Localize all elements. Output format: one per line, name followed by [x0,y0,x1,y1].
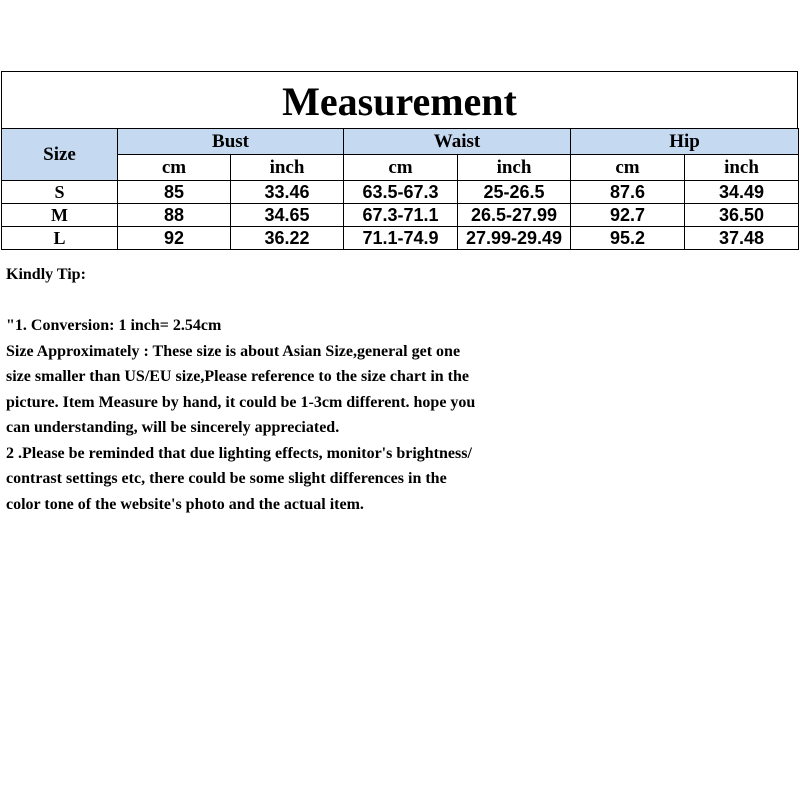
note-line: Size Approximately : These size is about Asian Size,general get one [6,342,461,360]
note-line: can understanding, will be sincerely appreciated. [6,419,340,436]
value-cell: 95.2 [571,227,685,250]
unit-header: cm [118,155,231,181]
note-line: size smaller than US/EU size,Please reference to the size chart in the [6,368,469,385]
size-chart [1,71,798,250]
value-cell: 71.1-74.9 [344,227,458,250]
value-cell: 87.6 [571,181,685,204]
value-cell: 27.99-29.49 [458,227,571,250]
size-table [1,128,799,250]
group-header-waist: Waist [344,129,571,155]
table-row [2,227,799,250]
size-header: Size [2,129,118,181]
unit-header: cm [344,155,458,181]
value-cell: 33.46 [231,181,344,204]
value-cell: 85 [118,181,231,204]
group-header-bust: Bust [118,129,344,155]
value-cell: 26.5-27.99 [458,204,571,227]
kindly-tip-notes [6,262,606,517]
unit-header: inch [458,155,571,181]
unit-header: inch [231,155,344,181]
value-cell: 88 [118,204,231,227]
value-cell: 37.48 [685,227,799,250]
notes-heading: Kindly Tip: [6,266,86,283]
note-line: picture. Item Measure by hand, it could be 1-3cm different. hope you [6,393,476,411]
value-cell: 63.5-67.3 [344,181,458,204]
value-cell: 34.49 [685,181,799,204]
value-cell: 92.7 [571,204,685,227]
unit-header: cm [571,155,685,181]
table-row [2,181,799,204]
value-cell: 36.50 [685,204,799,227]
note-line: 2 .Please be reminded that due lighting effects, monitor's brightness/ [6,444,472,462]
size-cell: S [2,181,118,204]
chart-title: Measurement [282,79,517,124]
table-row [2,204,799,227]
value-cell: 25-26.5 [458,181,571,204]
size-cell: M [2,204,118,227]
value-cell: 34.65 [231,204,344,227]
note-line: contrast settings etc, there could be some slight differences in the [6,470,447,487]
value-cell: 92 [118,227,231,250]
header-row-groups [2,129,799,155]
title-box [1,71,798,128]
note-line: "1. Conversion: 1 inch= 2.54cm [6,317,222,334]
note-line: color tone of the website's photo and the actual item. [6,495,364,513]
value-cell: 67.3-71.1 [344,204,458,227]
size-cell: L [2,227,118,250]
header-row-units [2,155,799,181]
notes-spacer [6,288,606,314]
value-cell: 36.22 [231,227,344,250]
group-header-hip: Hip [571,129,799,155]
unit-header: inch [685,155,799,181]
